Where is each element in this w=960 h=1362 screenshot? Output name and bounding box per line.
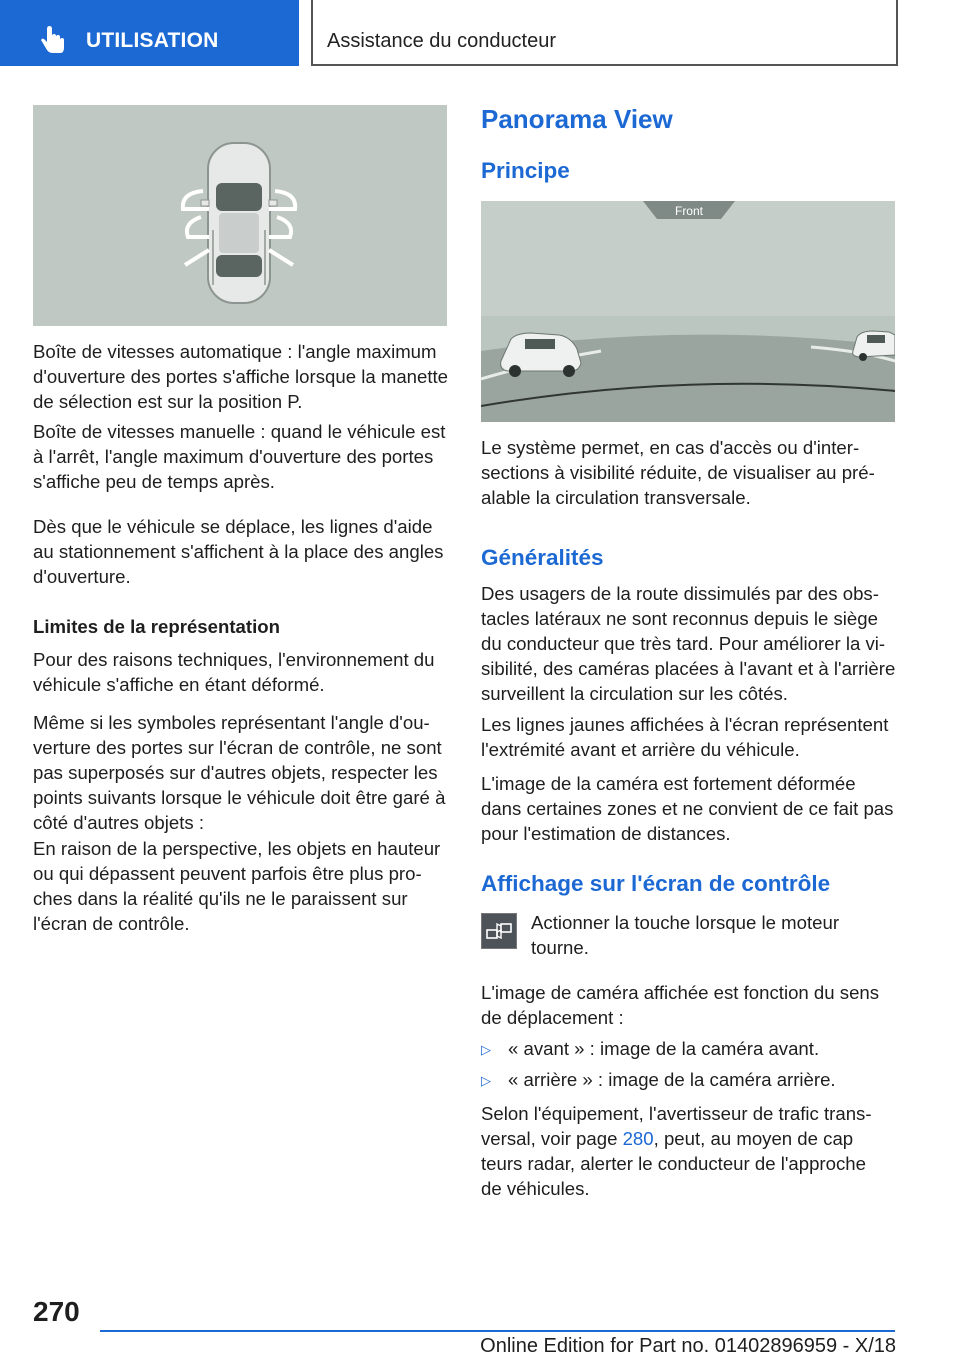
door-angle-figure xyxy=(33,105,447,326)
paragraph-generalites-3: L'image de la caméra est fortement déformée dans certaines zones et ne convient de ce fait pas pour l'estimation de distances. xyxy=(481,773,894,844)
front-label: Front xyxy=(674,204,704,218)
cross-traffic-text: Selon l'équipement, l'avertisseur de trafic transversal, voir page xyxy=(481,1103,872,1149)
paragraph-manual: Boîte de vitesses manuelle : quand le véhicule est à l'arrêt, l'angle maximum d'ouverture des portes s'affiche peu de temps après. xyxy=(33,421,446,492)
hand-touch-icon xyxy=(38,26,68,54)
bullet-item-front: « avant » : image de la caméra avant. xyxy=(508,1038,820,1059)
chapter-header xyxy=(311,0,898,66)
subheading-limits: Limites de la représentation xyxy=(33,616,280,637)
camera-button-icon xyxy=(481,913,517,949)
paragraph-principe: Le système permet, en cas d'accès ou d'intersections à visibilité réduite, de visualiser au préalable la circulation transversale. xyxy=(481,437,875,508)
panorama-figure xyxy=(481,201,895,422)
heading-affichage: Affichage sur l'écran de contrôle xyxy=(481,871,831,896)
heading-principe: Principe xyxy=(481,158,570,183)
page-number: 270 xyxy=(33,1296,80,1327)
paragraph-moving: Dès que le véhicule se déplace, les lignes d'aide au stationnement s'affichent à la place des angles d'ouverture. xyxy=(33,516,444,587)
section-tab xyxy=(0,0,299,66)
car-top-view-illustration xyxy=(33,105,447,326)
footer-divider xyxy=(100,1330,895,1332)
cross-traffic-text-cont: , peut, au moyen de cap xyxy=(653,1128,854,1149)
page-link-280[interactable]: 280 xyxy=(622,1128,654,1149)
heading-generalites: Généralités xyxy=(481,545,604,570)
paragraph-generalites-2: Les lignes jaunes affichées à l'écran représentent l'extrémité avant et arrière du véhicule. xyxy=(481,714,889,760)
paragraph-affichage: L'image de caméra affichée est fonction du sens de déplacement : xyxy=(481,982,880,1028)
cross-traffic-line3: de véhicules. xyxy=(481,1178,590,1199)
paragraph-automatic: Boîte de vitesses automatique : l'angle maximum d'ouverture des portes s'affiche lorsque la manette de sélection est sur la position P. xyxy=(33,341,449,412)
cross-traffic-line2: teurs radar, alerter le conducteur de l'approche xyxy=(481,1153,866,1174)
paragraph-symbols: Même si les symboles représentant l'angle d'ouverture des portes sur l'écran de contrôle, ne sont pas superposés sur d'autres objets, respecter les points suivants lorsque le véhicule doit être garé à côté d'autres objets : xyxy=(33,712,446,833)
paragraph-cross-traffic xyxy=(481,1101,901,1201)
section-title: Panorama View xyxy=(481,104,673,134)
button-instruction: Actionner la touche lorsque le moteur tourne. xyxy=(531,912,840,958)
panorama-view-illustration xyxy=(481,201,895,422)
edition-note: Online Edition for Part no. 01402896959 - X/18 xyxy=(480,1335,896,1357)
paragraph-generalites-1: Des usagers de la route dissimulés par des obstacles latéraux ne sont reconnus depuis le siège du conducteur que très tard. Pour améliorer la visibilité, des caméras placées à l'avant et à l'arrière surveillent la circulation sur les côtés. xyxy=(481,583,896,704)
paragraph-technical: Pour des raisons techniques, l'environnement du véhicule s'affiche en étant déformé. xyxy=(33,649,435,695)
bullet-item-rear: « arrière » : image de la caméra arrière. xyxy=(508,1069,836,1090)
chapter-title: Assistance du conducteur xyxy=(327,30,557,52)
bullet-arrow-icon: ▷ xyxy=(481,1042,491,1057)
bullet-arrow-icon: ▷ xyxy=(481,1073,491,1088)
section-label: UTILISATION xyxy=(86,29,219,52)
paragraph-perspective: En raison de la perspective, les objets en hauteur ou qui dépassent peuvent parfois être plus proches dans la réalité qu'ils ne le paraissent sur l'écran de contrôle. xyxy=(33,838,441,934)
